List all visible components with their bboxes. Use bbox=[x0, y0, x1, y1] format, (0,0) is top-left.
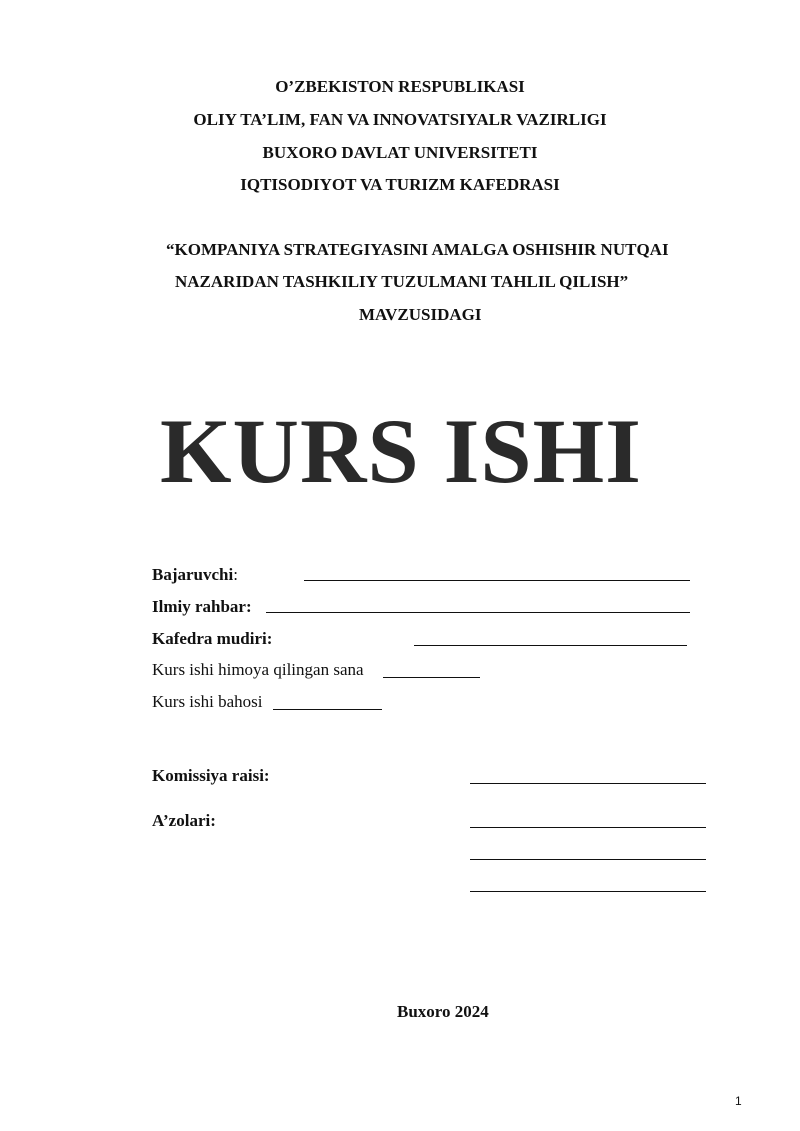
commission-chair-label: Komissiya raisi: bbox=[152, 766, 270, 785]
ministry-heading: OLIY TA’LIM, FAN VA INNOVATSIYALR VAZIRLIGI bbox=[193, 110, 607, 129]
member-line-3 bbox=[470, 891, 706, 892]
executor-signature-line bbox=[304, 580, 690, 581]
grade-label: Kurs ishi bahosi bbox=[152, 692, 263, 711]
defense-date-line bbox=[383, 677, 480, 678]
university-heading: BUXORO DAVLAT UNIVERSITETI bbox=[262, 143, 538, 162]
defense-date-label: Kurs ishi himoya qilingan sana bbox=[152, 660, 364, 679]
member-line-1 bbox=[470, 827, 706, 828]
department-heading: IQTISODIYOT VA TURIZM KAFEDRASI bbox=[240, 175, 560, 194]
page-number: 1 bbox=[735, 1094, 742, 1108]
topic-line-2: NAZARIDAN TASHKILIY TUZULMANI TAHLIL QILISH” bbox=[175, 272, 629, 291]
topic-line-1: “KOMPANIYA STRATEGIYASINI AMALGA OSHISHIR NUTQAI bbox=[166, 240, 669, 259]
executor-label-text: Bajaruvchi bbox=[152, 565, 234, 584]
advisor-signature-line bbox=[266, 612, 690, 613]
executor-colon: : bbox=[233, 565, 238, 584]
commission-members-label: A’zolari: bbox=[152, 811, 216, 830]
head-of-department-label: Kafedra mudiri: bbox=[152, 629, 273, 648]
head-signature-line bbox=[414, 645, 687, 646]
document-title: KURS ISHI bbox=[160, 400, 642, 502]
topic-line-3: MAVZUSIDAGI bbox=[359, 305, 482, 324]
ministry-country-heading: O’ZBEKISTON RESPUBLIKASI bbox=[275, 77, 525, 96]
advisor-label: Ilmiy rahbar: bbox=[152, 597, 252, 616]
executor-label bbox=[152, 565, 238, 585]
member-line-2 bbox=[470, 859, 706, 860]
commission-chair-line bbox=[470, 783, 706, 784]
grade-line bbox=[273, 709, 382, 710]
place-year: Buxoro 2024 bbox=[397, 1002, 489, 1021]
